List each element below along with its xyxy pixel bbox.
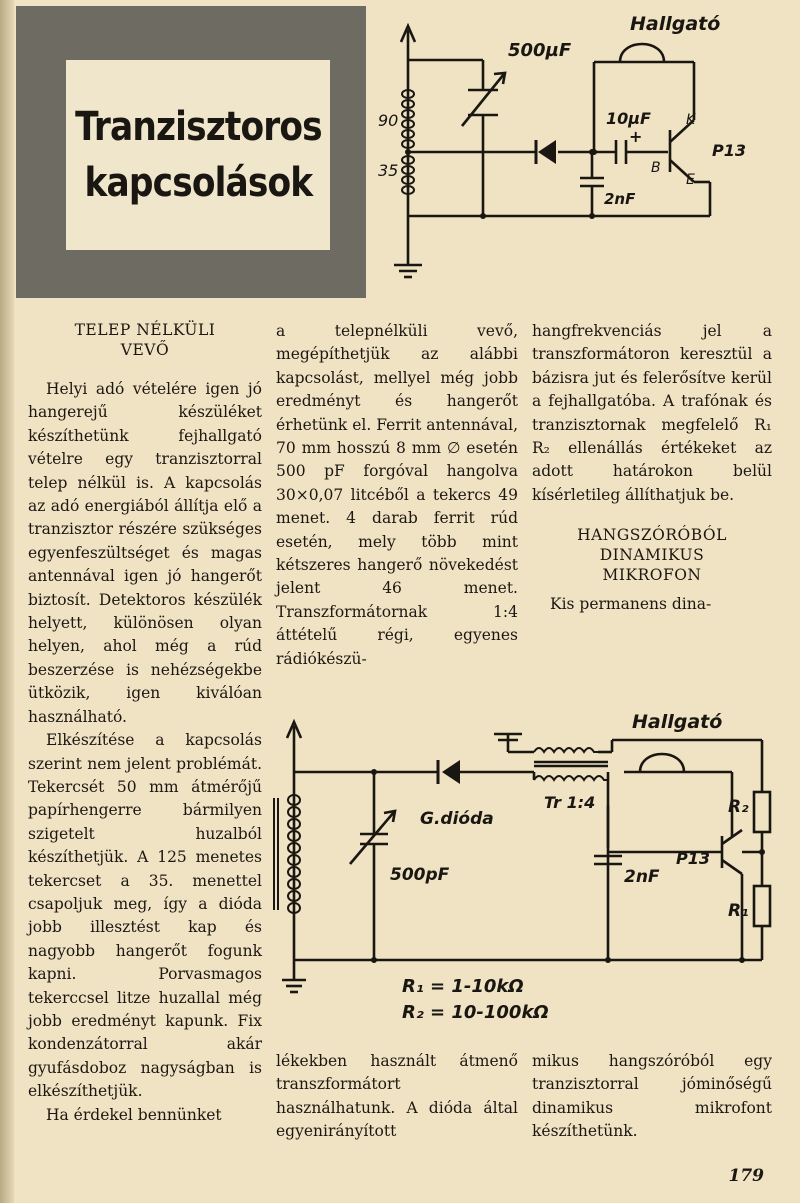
label-transformer: Tr 1:4 [544, 793, 596, 812]
title-line-1: Tranzisztoros [74, 104, 322, 150]
label-10uF: 10µF [606, 109, 651, 128]
label-R2: R₂ [728, 797, 749, 817]
column-3-bottom [532, 1050, 772, 1144]
page-number: 179 [728, 1166, 764, 1186]
schematic-2 [272, 696, 782, 1036]
label-B: B [651, 160, 661, 176]
label-P13: P13 [712, 141, 746, 160]
heading-vevo: VEVŐ [120, 341, 170, 359]
column-3-bottom-text: mikus hangszóróból egy tranzisztorral jóminőségű dinamikus mikrofont készíthetünk. [532, 1052, 772, 1141]
heading-mikrofon: MIKROFON [602, 566, 702, 585]
heading-telep-nelkuli: TELEP NÉLKÜLI [74, 321, 216, 339]
label-diode: G.dióda [420, 809, 494, 829]
paragraph-3: Ha érdekel bennünket [46, 1105, 222, 1124]
label-P13-2: P13 [676, 849, 710, 868]
label-2nF-2: 2nF [624, 867, 660, 887]
column-3 [532, 320, 772, 617]
heading-gap [28, 360, 262, 378]
paragraph-2: Elkészítése a kapcsolás szerint nem jelent problémát. Tekercsét 50 mm átmérőjű papírhengerre bármilyen szigetelt huzalból készíthetjük. A 125 menetes tekercset a 35. menettel csapoljuk meg, így a dióda jobb illesztést kap és nagyobb hangerőt fogunk kapni. Porvasmagos tekerccsel litze huzallal még jobb eredményt kapunk. Fix kondenzátorral akár gyufásdoboz nagyságban is elkészíthetjük. [28, 731, 262, 1101]
paragraph-1: Helyi adó vételére igen jó hangerejű készüléket készíthetünk fejhallgató vételre egy tranzisztorral telep nélkül is. A kapcsolás az adó energiából állítja elő a tranzisztor részére szükséges egyenfeszültséget és magas antennával igen jó hangerőt biztosít. Detektoros készülék helyett, különösen olyan helyen, ahol még a rúd beszerzése is nehézségekbe ütközik, igen kiválóan használható. [28, 380, 262, 726]
label-500pF: 500pF [390, 865, 450, 885]
heading-dinamikus: DINAMIKUS [599, 546, 705, 565]
column-2 [276, 320, 518, 671]
label-K: K [686, 112, 696, 128]
label-headphone-2: Hallgató [632, 711, 723, 733]
label-plus: + [629, 127, 643, 146]
label-R1: R₁ [728, 901, 749, 921]
column-2-bottom [276, 1050, 518, 1144]
label-R2-value: R₂ = 10-100kΩ [402, 1002, 549, 1023]
label-500uF: 500µF [508, 40, 572, 61]
section-gap [532, 507, 772, 525]
label-headphone: Hallgató [630, 13, 721, 35]
label-tap-35: 35 [378, 161, 399, 180]
article-2-intro: Kis permanens dina- [550, 595, 712, 614]
label-E: E [686, 172, 695, 188]
binding-shadow [0, 0, 14, 1203]
column-2-text: a telepnélküli vevő, megépíthetjük az alábbi kapcsolást, mellyel még jobb eredményt és hangerőt érhetünk el. Ferrit antennával, 70 mm hosszú 8 mm ∅ esetén 500 pF forgóval hangolva 30×0,07 litcéből a tekercs 49 menet. 4 darab ferrit rúd esetén, mely több mint kétszeres hangerő növekedést jelent 46 menet. Transzformátornak 1:4 áttételű régi, egyenes rádiókészü- [276, 322, 518, 668]
column-1 [28, 320, 262, 1127]
title-block [16, 6, 366, 298]
column-2-bottom-text: lékekben használt átmenő transzformátort használhatunk. A dióda által egyenirányított [276, 1052, 518, 1141]
title-box [66, 60, 330, 250]
title-line-2: kapcsolások [84, 160, 312, 206]
heading-hangszorobol: HANGSZÓRÓBÓL [577, 526, 727, 545]
label-tap-90: 90 [378, 111, 399, 130]
column-3-text: hangfrekvenciás jel a transzformátoron keresztül a bázisra jut és felerősítve kerül a fejhallgatóba. A trafónak és tranzisztornak megfelelő R₁ R₂ ellenállás értékeket az adott határokon belül kísérletileg állíthatjuk be. [532, 322, 772, 504]
label-2nF: 2nF [604, 190, 636, 208]
label-R1-value: R₁ = 1-10kΩ [402, 976, 524, 997]
schematic-1 [368, 0, 788, 300]
